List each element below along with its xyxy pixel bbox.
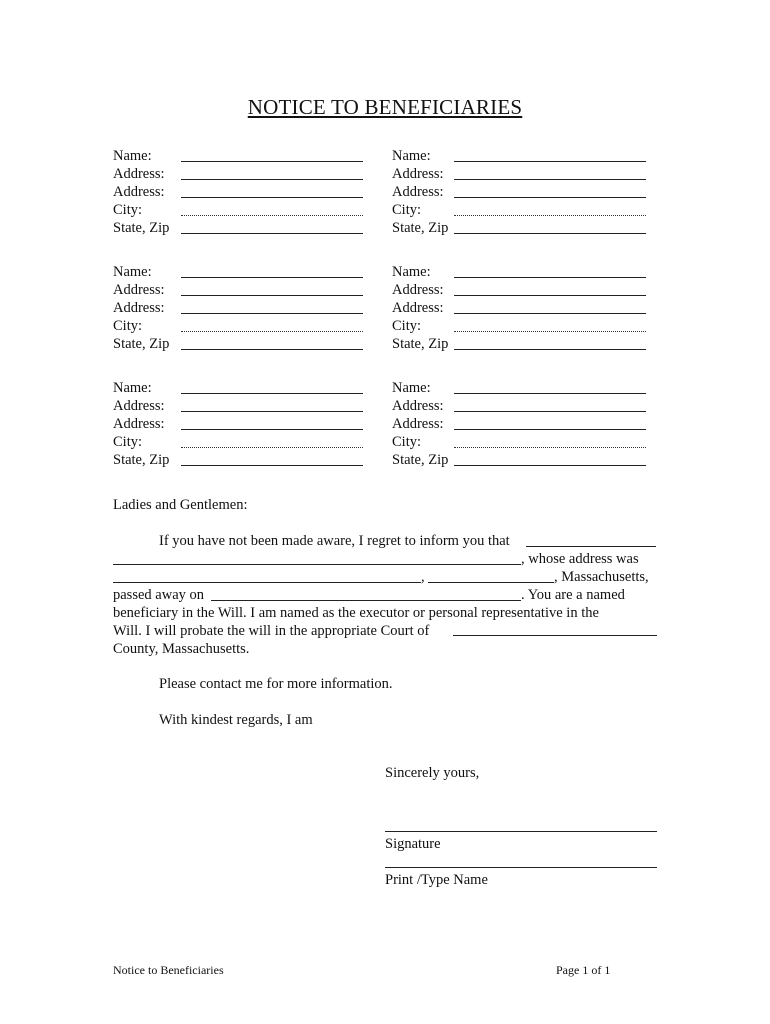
- paragraph-line-3-comma: ,: [421, 569, 425, 585]
- decedent-name-continued-field[interactable]: [113, 564, 521, 565]
- state-zip-label: State, Zip: [392, 452, 449, 468]
- city-field[interactable]: [454, 447, 646, 448]
- city-field[interactable]: [181, 447, 363, 448]
- address-field-1[interactable]: [454, 411, 646, 412]
- beneficiary-block-2-right: [392, 263, 647, 353]
- address-field-1[interactable]: [454, 179, 646, 180]
- paragraph-line-2-tail: , whose address was: [521, 551, 639, 567]
- name-field[interactable]: [454, 161, 646, 162]
- state-zip-field[interactable]: [454, 233, 646, 234]
- greeting: Ladies and Gentlemen:: [113, 497, 248, 513]
- address-field-2[interactable]: [181, 313, 363, 314]
- address-label: Address:: [113, 416, 165, 432]
- city-field[interactable]: [181, 331, 363, 332]
- address-label: Address:: [113, 166, 165, 182]
- city-label: City:: [113, 434, 143, 450]
- paragraph-line-4-head: passed away on: [113, 587, 205, 603]
- city-field[interactable]: [454, 215, 646, 216]
- beneficiary-block-3-right: [392, 379, 647, 469]
- name-label: Name:: [392, 148, 431, 164]
- city-label: City:: [392, 434, 422, 450]
- name-label: Name:: [392, 264, 431, 280]
- regards-sentence: With kindest regards, I am: [159, 712, 313, 728]
- contact-sentence: Please contact me for more information.: [159, 676, 393, 692]
- city-label: City:: [392, 202, 422, 218]
- notice-paragraph: [0, 532, 770, 662]
- name-field[interactable]: [181, 277, 363, 278]
- state-zip-field[interactable]: [181, 233, 363, 234]
- state-zip-label: State, Zip: [392, 220, 449, 236]
- city-label: City:: [113, 202, 143, 218]
- address-label: Address:: [113, 300, 165, 316]
- signature-field[interactable]: [385, 831, 657, 832]
- city-field[interactable]: [181, 215, 363, 216]
- address-field-1[interactable]: [454, 295, 646, 296]
- print-name-field[interactable]: [385, 867, 657, 868]
- paragraph-line-4-tail: . You are a named: [521, 587, 625, 603]
- state-zip-label: State, Zip: [113, 220, 170, 236]
- city-label: City:: [113, 318, 143, 334]
- name-label: Name:: [113, 148, 152, 164]
- state-zip-label: State, Zip: [113, 336, 170, 352]
- state-zip-field[interactable]: [454, 349, 646, 350]
- beneficiary-block-1-right: [392, 147, 647, 237]
- decedent-address-field[interactable]: [113, 582, 421, 583]
- state-zip-label: State, Zip: [113, 452, 170, 468]
- address-field-1[interactable]: [181, 179, 363, 180]
- paragraph-line-7: County, Massachusetts.: [113, 641, 250, 657]
- paragraph-line-3-tail: , Massachusetts,: [554, 569, 649, 585]
- decedent-city-field[interactable]: [428, 582, 554, 583]
- date-of-death-field[interactable]: [211, 600, 521, 601]
- state-zip-field[interactable]: [181, 465, 363, 466]
- address-label: Address:: [392, 398, 444, 414]
- name-label: Name:: [392, 380, 431, 396]
- address-field-2[interactable]: [454, 313, 646, 314]
- address-field-2[interactable]: [181, 429, 363, 430]
- address-field-2[interactable]: [454, 197, 646, 198]
- beneficiary-block-1-left: [113, 147, 363, 237]
- document-title: NOTICE TO BENEFICIARIES: [247, 95, 523, 119]
- address-label: Address:: [392, 282, 444, 298]
- signature-label: Signature: [385, 836, 441, 852]
- address-field-1[interactable]: [181, 411, 363, 412]
- name-label: Name:: [113, 380, 152, 396]
- beneficiary-block-2-left: [113, 263, 363, 353]
- footer-document-name: Notice to Beneficiaries: [113, 963, 224, 977]
- footer-page-number: Page 1 of 1: [556, 963, 611, 977]
- address-label: Address:: [392, 184, 444, 200]
- name-field[interactable]: [454, 393, 646, 394]
- name-field[interactable]: [454, 277, 646, 278]
- county-field[interactable]: [453, 635, 657, 636]
- state-zip-label: State, Zip: [392, 336, 449, 352]
- city-field[interactable]: [454, 331, 646, 332]
- address-field-2[interactable]: [181, 197, 363, 198]
- name-field[interactable]: [181, 161, 363, 162]
- paragraph-line-1: If you have not been made aware, I regret to inform you that: [159, 533, 510, 549]
- decedent-name-field[interactable]: [526, 546, 656, 547]
- beneficiary-block-3-left: [113, 379, 363, 469]
- closing: Sincerely yours,: [385, 765, 480, 781]
- state-zip-field[interactable]: [454, 465, 646, 466]
- print-name-label: Print /Type Name: [385, 872, 488, 888]
- paragraph-line-5: beneficiary in the Will. I am named as the executor or personal representative in the: [113, 605, 599, 621]
- address-label: Address:: [113, 282, 165, 298]
- name-field[interactable]: [181, 393, 363, 394]
- name-label: Name:: [113, 264, 152, 280]
- paragraph-line-6: Will. I will probate the will in the appropriate Court of: [113, 623, 430, 639]
- city-label: City:: [392, 318, 422, 334]
- state-zip-field[interactable]: [181, 349, 363, 350]
- address-field-2[interactable]: [454, 429, 646, 430]
- address-label: Address:: [392, 300, 444, 316]
- address-label: Address:: [392, 416, 444, 432]
- address-field-1[interactable]: [181, 295, 363, 296]
- address-label: Address:: [113, 184, 165, 200]
- address-label: Address:: [113, 398, 165, 414]
- address-label: Address:: [392, 166, 444, 182]
